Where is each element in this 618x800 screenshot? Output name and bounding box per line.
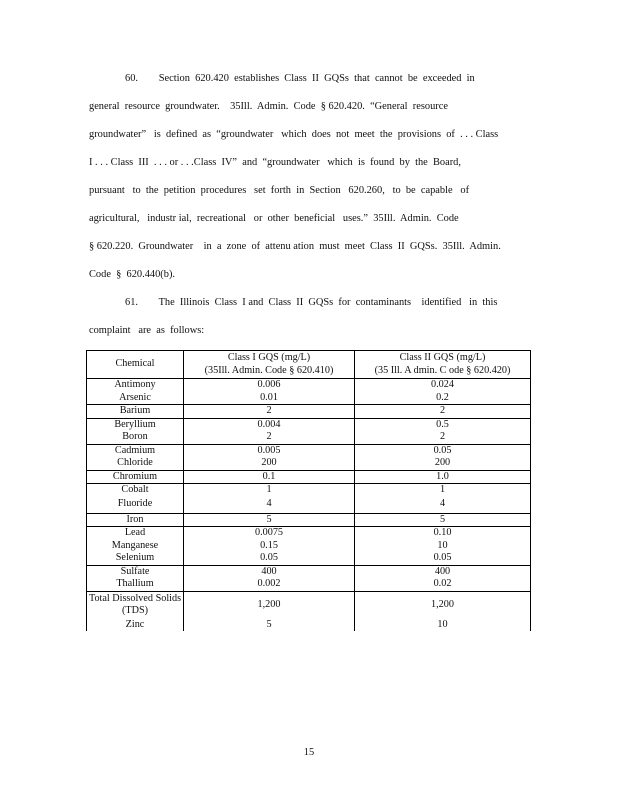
- header-class1-title: Class I GQS (mg/L): [227, 352, 311, 363]
- cell-chemical: Chromium: [87, 470, 184, 484]
- cell-chemical: Arsenic: [87, 392, 184, 405]
- cell-class1: 4: [184, 497, 355, 514]
- cell-chemical: Antimony: [87, 379, 184, 392]
- table-row: [87, 457, 531, 470]
- cell-chemical: Thallium: [87, 578, 184, 591]
- paragraph-60-line-1: 60. Section 620.420 establishes Class II GQSs that cannot be exceeded in: [125, 73, 475, 84]
- page-number: 15: [303, 747, 315, 758]
- table-header-row: [87, 351, 531, 379]
- table-row: [87, 444, 531, 457]
- paragraph-61-line-1: 61. The Illinois Class I and Class II GQSs for contaminants identified in this: [125, 297, 498, 308]
- cell-chemical: Zinc: [87, 619, 184, 632]
- table-row: [87, 405, 531, 419]
- table-row: [87, 484, 531, 497]
- cell-class1: 2: [184, 431, 355, 444]
- table-row: [87, 379, 531, 392]
- cell-class2: 4: [355, 497, 531, 514]
- paragraph-60-line-5: pursuant to the petition procedures set forth in Section 620.260, to be capable of: [89, 185, 470, 196]
- cell-chemical: Boron: [87, 431, 184, 444]
- header-class2: [355, 351, 531, 379]
- table-row: [87, 513, 531, 527]
- paragraph-60-line-2: general resource groundwater. 35Ill. Admin. Code § 620.420. “General resource: [89, 101, 448, 112]
- cell-chemical: Selenium: [87, 552, 184, 565]
- table-row: [87, 470, 531, 484]
- cell-class2: 10: [355, 540, 531, 553]
- cell-class1: 200: [184, 457, 355, 470]
- paragraph-60-line-6: agricultural, industr ial, recreational or other beneficial uses.” 35Ill. Admin. Code: [89, 213, 459, 224]
- cell-class2: 5: [355, 513, 531, 527]
- paragraph-61-line-2: complaint are as follows:: [89, 325, 205, 336]
- table-row: [87, 431, 531, 444]
- gqs-table: [86, 350, 531, 631]
- cell-chemical: Manganese: [87, 540, 184, 553]
- cell-class1: 0.004: [184, 418, 355, 431]
- cell-chemical: Beryllium: [87, 418, 184, 431]
- cell-chemical: Barium: [87, 405, 184, 419]
- header-class2-citation: (35 Ill. A dmin. C ode § 620.420): [374, 364, 511, 376]
- cell-class2: 2: [355, 405, 531, 419]
- cell-class1: 0.005: [184, 444, 355, 457]
- cell-class2: 10: [355, 619, 531, 632]
- paragraph-60-line-8: Code § 620.440(b).: [89, 269, 176, 280]
- cell-class1: 5: [184, 513, 355, 527]
- cell-class2: 1.0: [355, 470, 531, 484]
- cell-chemical: Lead: [87, 527, 184, 540]
- header-class2-title: Class II GQS (mg/L): [399, 352, 486, 363]
- cell-class2: 2: [355, 431, 531, 444]
- table-row: [87, 619, 531, 632]
- table-row: [87, 418, 531, 431]
- paragraph-60-line-7: § 620.220. Groundwater in a zone of attenu ation must meet Class II GQSs. 35Ill. Admin.: [89, 241, 501, 252]
- cell-chemical: Fluoride: [87, 497, 184, 514]
- cell-class2: 0.5: [355, 418, 531, 431]
- cell-class1: 1: [184, 484, 355, 497]
- cell-class2: 0.02: [355, 578, 531, 591]
- cell-class1: 5: [184, 619, 355, 632]
- cell-chemical: Chloride: [87, 457, 184, 470]
- cell-chemical: Sulfate: [87, 565, 184, 578]
- cell-class2: 1: [355, 484, 531, 497]
- cell-class2: 1,200: [355, 591, 531, 619]
- cell-class2: 0.024: [355, 379, 531, 392]
- cell-class1: 1,200: [184, 591, 355, 619]
- paragraph-60-line-4: I . . . Class III . . . or . . .Class IV” and “groundwater which is found by the Board,: [89, 157, 461, 168]
- cell-class1: 0.01: [184, 392, 355, 405]
- header-class1-citation: (35Ill. Admin. Code § 620.410): [204, 364, 334, 376]
- cell-class2: 0.05: [355, 552, 531, 565]
- cell-class1: 0.1: [184, 470, 355, 484]
- table-row: [87, 578, 531, 591]
- paragraph-60-line-3: groundwater” is defined as “groundwater which does not meet the provisions of . . . Class: [89, 129, 499, 140]
- cell-class1: 0.006: [184, 379, 355, 392]
- cell-class1: 400: [184, 565, 355, 578]
- cell-chemical: Iron: [87, 513, 184, 527]
- cell-class1: 0.15: [184, 540, 355, 553]
- cell-class2: 400: [355, 565, 531, 578]
- cell-class1: 0.002: [184, 578, 355, 591]
- cell-chemical: Cadmium: [87, 444, 184, 457]
- cell-class2: 0.10: [355, 527, 531, 540]
- header-chemical: Chemical: [87, 351, 184, 379]
- table-row: [87, 540, 531, 553]
- table-row: [87, 565, 531, 578]
- table-row: [87, 392, 531, 405]
- table-row: [87, 527, 531, 540]
- cell-class2: 0.2: [355, 392, 531, 405]
- table-row: [87, 591, 531, 619]
- cell-class2: 200: [355, 457, 531, 470]
- table-row: [87, 552, 531, 565]
- cell-class2: 0.05: [355, 444, 531, 457]
- table-row: [87, 497, 531, 514]
- cell-class1: 2: [184, 405, 355, 419]
- header-class1: [184, 351, 355, 379]
- cell-class1: 0.05: [184, 552, 355, 565]
- cell-class1: 0.0075: [184, 527, 355, 540]
- cell-chemical: Total Dissolved Solids (TDS): [87, 591, 184, 619]
- cell-chemical: Cobalt: [87, 484, 184, 497]
